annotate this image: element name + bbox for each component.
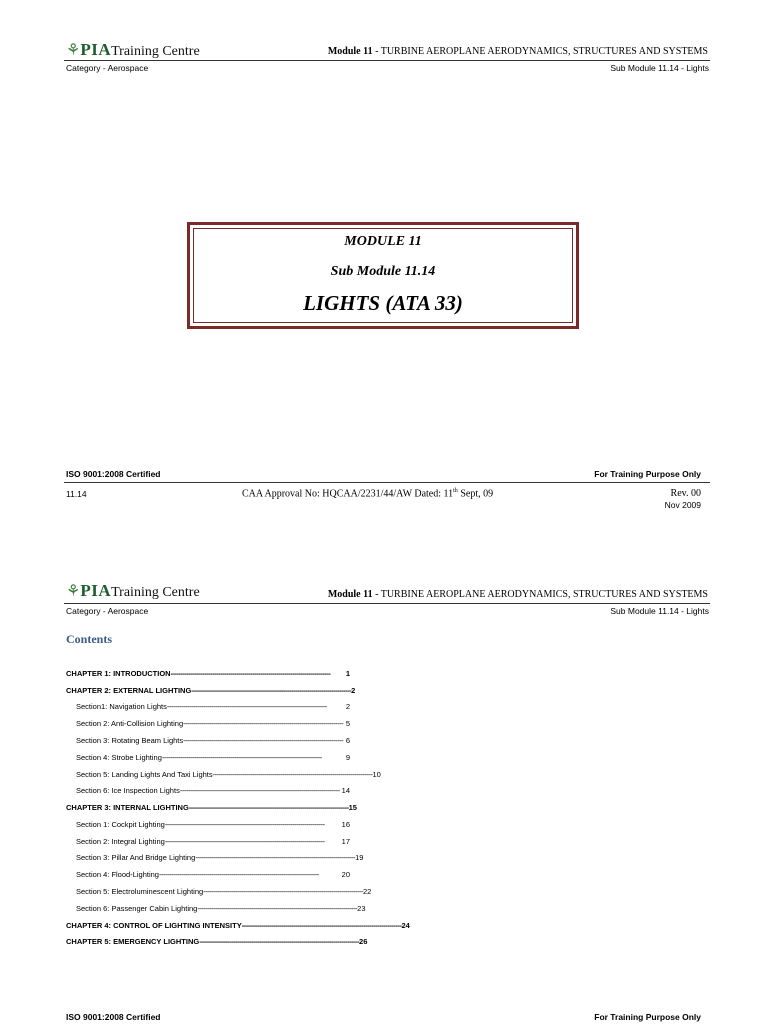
caa-approval [242, 488, 493, 499]
header-rule [64, 603, 710, 604]
header-rule [64, 60, 710, 61]
toc-label: Section 5: Landing Lights And Taxi Lights [76, 770, 213, 779]
toc-label: Section 3: Pillar And Bridge Lighting [76, 853, 196, 862]
contents-heading: Contents [66, 632, 113, 646]
page-number: 11.14 [66, 489, 87, 499]
toc-leader: -------------------------------------------------------------------------------- [191, 686, 352, 695]
toc-page: 2 [351, 686, 356, 695]
toc-leader: -------------------------------------------------------------------------------- [212, 770, 373, 779]
toc-leader: -------------------------------------------------------------------------------- [158, 870, 319, 879]
toc-leader: -------------------------------------------------------------------------------- [241, 921, 402, 930]
toc-entry[interactable] [76, 770, 381, 779]
toc-entry[interactable] [66, 669, 350, 678]
toc-leader: -------------------------------------------------------------------------------- [199, 937, 360, 946]
logo [66, 581, 200, 601]
title-box [187, 222, 579, 329]
toc-label: CHAPTER 5: EMERGENCY LIGHTING [66, 937, 200, 946]
toc-label: Section 1: Cockpit Lighting [76, 820, 165, 829]
toc-page: 2 [345, 702, 350, 711]
toc-entry[interactable] [76, 786, 350, 795]
toc-entry[interactable] [76, 887, 372, 896]
toc-label: CHAPTER 4: CONTROL OF LIGHTING INTENSITY [66, 921, 242, 930]
toc-page: 6 [345, 736, 350, 745]
toc-page: 5 [345, 719, 350, 728]
module-prefix: Module 11 [327, 589, 373, 600]
revision-date: Nov 2009 [664, 500, 701, 510]
category-label: Category - Aerospace [66, 606, 149, 616]
toc-leader: -------------------------------------------------------------------------------- [161, 753, 322, 762]
toc-label: CHAPTER 3: INTERNAL LIGHTING [66, 803, 189, 812]
caa-approval-sup: th [453, 488, 458, 494]
toc-label: Section 4: Flood-Lighting [76, 870, 159, 879]
toc-label: Section 4: Strobe Lighting [76, 753, 162, 762]
toc-page: 17 [341, 837, 350, 846]
toc-entry[interactable] [76, 820, 350, 829]
toc-entry[interactable] [76, 904, 366, 913]
pia-logo-icon: ⚘ [66, 583, 81, 600]
submodule-label: Sub Module 11.14 - Lights [610, 63, 709, 73]
toc-leader: -------------------------------------------------------------------------------- [203, 887, 363, 896]
toc-entry[interactable] [76, 853, 364, 862]
caa-approval-text: CAA Approval No: HQCAA/2231/44/AW Dated: 11 [242, 488, 454, 500]
title-module: MODULE 11 [344, 234, 422, 249]
toc-leader: -------------------------------------------------------------------------------- [183, 719, 343, 728]
toc-label: Section1: Navigation Lights [76, 702, 167, 711]
toc-label: CHAPTER 1: INTRODUCTION [66, 669, 171, 678]
toc-leader: -------------------------------------------------------------------------------- [170, 669, 331, 678]
training-purpose: For Training Purpose Only [594, 1012, 701, 1022]
toc-page: 15 [348, 803, 357, 812]
module-header [328, 589, 708, 600]
toc-entry[interactable] [66, 803, 357, 812]
toc-label: Section 2: Anti-Collision Lighting [76, 719, 184, 728]
pia-logo-icon: ⚘ [66, 42, 81, 59]
toc-leader: -------------------------------------------------------------------------------- [179, 786, 340, 795]
toc-entry[interactable] [66, 686, 356, 695]
toc-leader: -------------------------------------------------------------------------------- [164, 837, 325, 846]
toc-page: 14 [341, 786, 350, 795]
toc-page: 10 [372, 770, 381, 779]
toc-leader: -------------------------------------------------------------------------------- [183, 736, 343, 745]
toc-page: 1 [345, 669, 350, 678]
toc-leader: -------------------------------------------------------------------------------- [164, 820, 325, 829]
toc-page: 24 [401, 921, 410, 930]
module-title: - TURBINE AEROPLANE AERODYNAMICS, STRUCTURES AND SYSTEMS [372, 46, 708, 57]
toc-label: Section 2: Integral Lighting [76, 837, 165, 846]
training-purpose: For Training Purpose Only [594, 469, 701, 479]
toc-leader: -------------------------------------------------------------------------------- [197, 904, 358, 913]
toc-page: 22 [362, 887, 372, 896]
logo [66, 40, 200, 60]
toc-leader: -------------------------------------------------------------------------------- [188, 803, 349, 812]
toc-page: 26 [359, 937, 368, 946]
toc-entry[interactable] [76, 870, 350, 879]
toc-label: Section 6: Passenger Cabin Lighting [76, 904, 198, 913]
toc-page: 20 [341, 870, 350, 879]
logo-pia: PIA [80, 581, 112, 600]
toc-label: CHAPTER 2: EXTERNAL LIGHTING [66, 686, 192, 695]
footer-rule [64, 482, 710, 483]
title-lights: LIGHTS (ATA 33) [303, 291, 463, 315]
revision: Rev. 00 [670, 488, 701, 499]
toc-entry[interactable] [66, 937, 368, 946]
submodule-label: Sub Module 11.14 - Lights [610, 606, 709, 616]
toc-entry[interactable] [76, 719, 350, 728]
toc-entry[interactable] [76, 702, 350, 711]
toc-label: Section 5: Electroluminescent Lighting [76, 887, 204, 896]
toc-leader: -------------------------------------------------------------------------------- [195, 853, 356, 862]
toc-leader: -------------------------------------------------------------------------------- [166, 702, 327, 711]
toc-entry[interactable] [66, 921, 410, 930]
module-title: - TURBINE AEROPLANE AERODYNAMICS, STRUCTURES AND SYSTEMS [372, 589, 708, 600]
toc-label: Section 3: Rotating Beam Lights [76, 736, 184, 745]
category-label: Category - Aerospace [66, 63, 149, 73]
toc-page: 19 [355, 853, 364, 862]
module-header [328, 46, 708, 57]
toc-page: 16 [341, 820, 350, 829]
logo-text: Training Centre [111, 44, 200, 59]
caa-approval-date: Sept, 09 [457, 488, 494, 500]
title-submodule: Sub Module 11.14 [330, 264, 436, 279]
logo-text: Training Centre [111, 585, 200, 600]
module-prefix: Module 11 [327, 46, 373, 57]
toc-page: 9 [345, 753, 350, 762]
toc-label: Section 6: Ice Inspection Lights [76, 786, 180, 795]
iso-certified: ISO 9001:2008 Certified [66, 1012, 161, 1022]
toc-entry[interactable] [76, 837, 350, 846]
logo-pia: PIA [80, 40, 112, 59]
toc-entry[interactable] [76, 753, 350, 762]
toc-page: 23 [357, 904, 366, 913]
toc-entry[interactable] [76, 736, 350, 745]
iso-certified: ISO 9001:2008 Certified [66, 469, 161, 479]
